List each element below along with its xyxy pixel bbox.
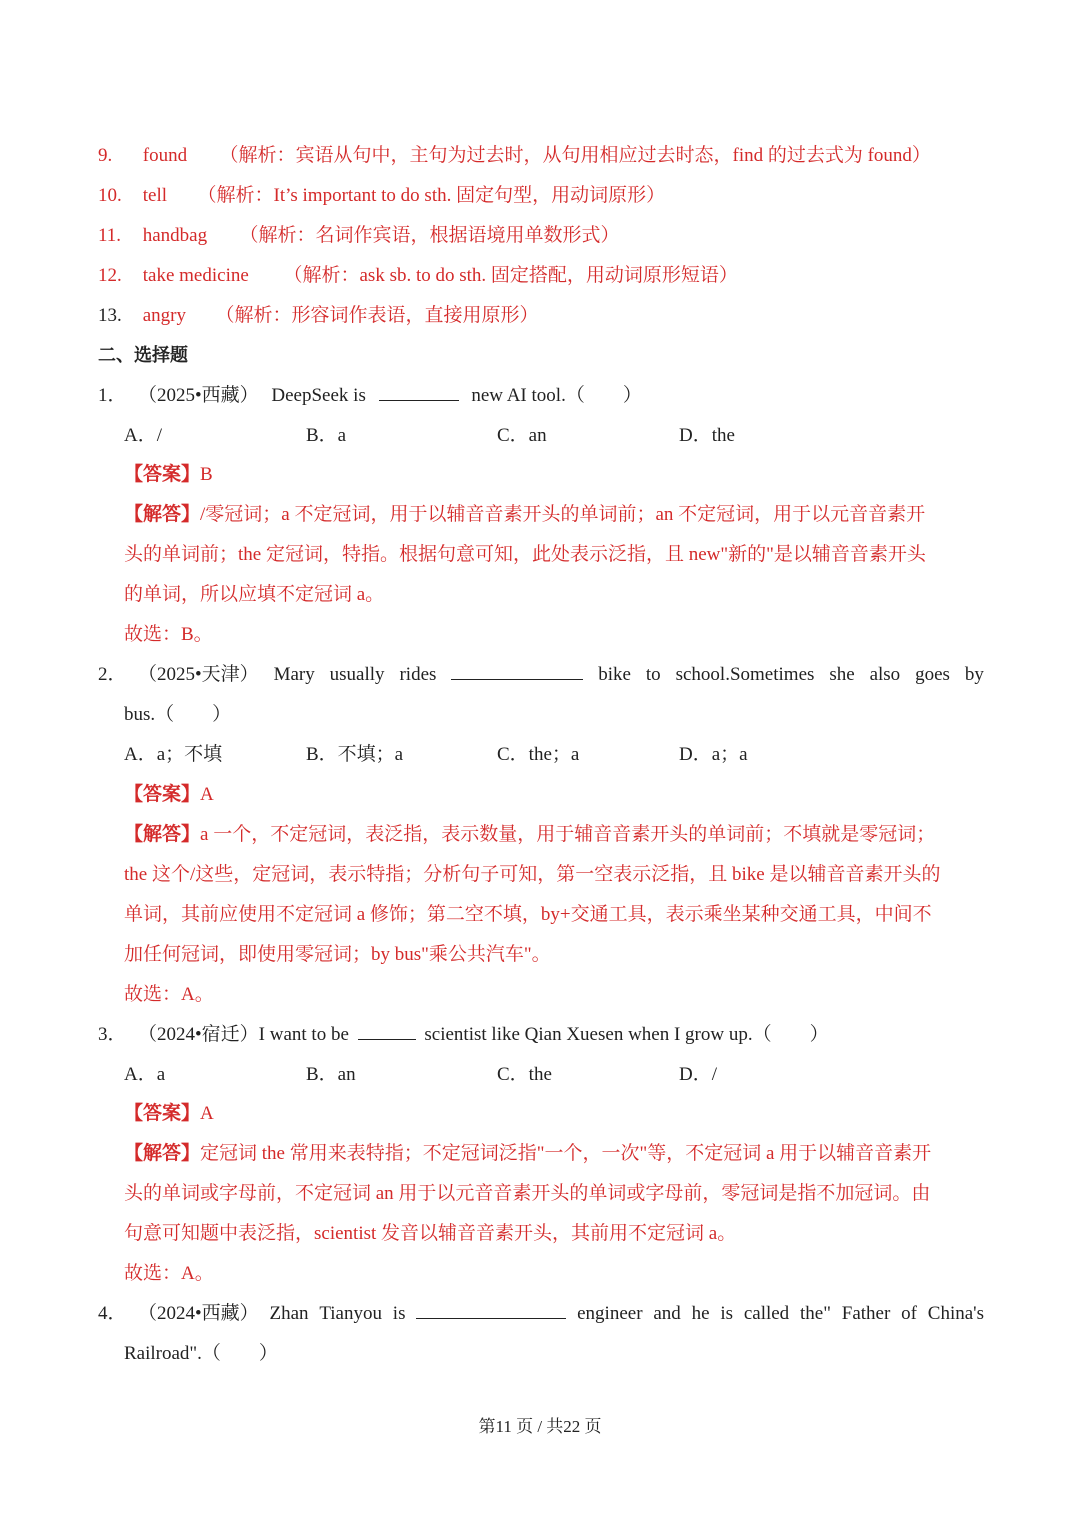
- option-d[interactable]: D．a；a: [679, 744, 748, 765]
- solve-line: 头的单词前；the 定冠词，特指。根据句意可知，此处表示泛指，且 new"新的"是以辅音音素开头: [124, 544, 926, 565]
- answer-word: handbag: [142, 225, 208, 246]
- stem-word: rides: [399, 664, 437, 685]
- stem-text: I want to be: [258, 1024, 349, 1045]
- stem-word: he: [691, 1303, 710, 1324]
- answer-note: （解析：名词作宾语，根据语境用单数形式）: [239, 225, 620, 246]
- answer-note: （解析：形容词作表语，直接用原形）: [215, 305, 539, 326]
- answer-row-12: [98, 264, 984, 288]
- answer-word: take medicine: [142, 265, 249, 286]
- answer-line: [124, 1102, 984, 1126]
- answer-value: A: [200, 1103, 214, 1124]
- option-b[interactable]: B．a: [306, 425, 347, 446]
- answer-label: 【答案】: [124, 1103, 201, 1124]
- answer-blank: [358, 1023, 416, 1040]
- question-2-stem-cont: bus.（ ）: [124, 704, 232, 725]
- question-2-stem: [98, 663, 984, 687]
- option-a[interactable]: A．/: [124, 425, 163, 446]
- question-num: 4．: [98, 1303, 127, 1324]
- question-source: （2024•西藏）: [138, 1303, 259, 1324]
- answer-label: 【答案】: [124, 464, 201, 485]
- answer-blank: [451, 663, 583, 680]
- question-4-stem: [98, 1302, 984, 1326]
- choose-line: 故选：B。: [124, 624, 213, 645]
- question-4-stem-cont: Railroad".（ ）: [124, 1343, 278, 1364]
- answer-word: found: [142, 145, 188, 166]
- answer-blank: [416, 1302, 566, 1319]
- answer-note: （解析：It’s important to do sth. 固定句型，用动词原形）: [197, 185, 666, 206]
- question-source: （2025•天津）: [138, 664, 259, 685]
- option-c[interactable]: C．the；a: [497, 744, 580, 765]
- solve-line: 的单词，所以应填不定冠词 a。: [124, 584, 385, 605]
- stem-word: usually: [329, 664, 385, 685]
- option-b[interactable]: B．不填；a: [306, 744, 404, 765]
- choose-line: 故选：A。: [124, 1263, 214, 1284]
- question-num: 3．: [98, 1024, 127, 1045]
- answer-row-10: [98, 184, 984, 208]
- section-title: 二、选择题: [98, 345, 188, 366]
- answer-blank: [379, 384, 459, 401]
- answer-word: angry: [142, 305, 187, 326]
- stem-text: DeepSeek is: [271, 385, 366, 406]
- stem-word: of: [901, 1303, 917, 1324]
- solve-line: 单词，其前应使用不定冠词 a 修饰；第二空不填，by+交通工具，表示乘坐某种交通工具，中间不: [124, 904, 932, 925]
- question-source: （2025•西藏）: [138, 385, 259, 406]
- solve-label: 【解答】: [124, 824, 201, 845]
- question-num: 2．: [98, 664, 127, 685]
- answer-row-13: [98, 304, 984, 328]
- stem-word: the": [800, 1303, 831, 1324]
- answer-num: 10.: [98, 185, 122, 206]
- solve-line: the 这个/这些，定冠词，表示特指；分析句子可知，第一空表示泛指，且 bike 是以辅音音素开头的: [124, 864, 941, 885]
- stem-word: bike: [598, 664, 631, 685]
- stem-word: called: [743, 1303, 790, 1324]
- answer-line: [124, 783, 984, 807]
- answer-num: 11.: [98, 225, 122, 246]
- solve-label: 【解答】: [124, 1143, 201, 1164]
- option-a[interactable]: A．a；不填: [124, 744, 223, 765]
- answer-note: （解析：ask sb. to do sth. 固定搭配，用动词原形短语）: [283, 265, 738, 286]
- answer-num: 13.: [98, 305, 122, 326]
- solve-text: a 一个，不定冠词，表泛指，表示数量，用于辅音音素开头的单词前；不填就是零冠词；: [200, 824, 936, 845]
- option-c[interactable]: C．an: [497, 425, 547, 446]
- stem-word: goes: [915, 664, 950, 685]
- answer-row-11: [98, 224, 984, 248]
- answer-value: B: [200, 464, 213, 485]
- solve-line: [124, 823, 984, 847]
- stem-text: scientist like Qian Xuesen when I grow up.（ ）: [424, 1024, 829, 1045]
- answer-row-9: [98, 144, 984, 168]
- solve-line: 加任何冠词，即使用零冠词；by bus"乘公共汽车"。: [124, 944, 551, 965]
- answer-note: （解析：宾语从句中，主句为过去时，从句用相应过去时态，find 的过去式为 found）: [219, 145, 931, 166]
- solve-text: /零冠词；a 不定冠词，用于以辅音音素开头的单词前；an 不定冠词，用于以元音音素开: [200, 504, 926, 525]
- stem-word: Mary: [273, 664, 315, 685]
- stem-word: she: [829, 664, 855, 685]
- stem-word: Father: [841, 1303, 891, 1324]
- stem-text: new AI tool.（ ）: [471, 385, 642, 406]
- answer-value: A: [200, 784, 214, 805]
- solve-line: [124, 1142, 984, 1166]
- option-b[interactable]: B．an: [306, 1064, 356, 1085]
- question-num: 1．: [98, 385, 127, 406]
- question-source: （2024•宿迁）: [138, 1024, 259, 1045]
- answer-num: 9.: [98, 145, 113, 166]
- stem-word: Tianyou: [319, 1303, 382, 1324]
- option-a[interactable]: A．a: [124, 1064, 166, 1085]
- stem-word: China's: [927, 1303, 984, 1324]
- stem-word: also: [869, 664, 901, 685]
- answer-label: 【答案】: [124, 784, 201, 805]
- solve-text: 定冠词 the 常用来表特指；不定冠词泛指"一个，一次"等，不定冠词 a 用于以辅音音素开: [200, 1143, 932, 1164]
- stem-word: is: [392, 1303, 406, 1324]
- stem-word: to: [645, 664, 661, 685]
- stem-word: and: [653, 1303, 681, 1324]
- question-3-stem: [98, 1023, 984, 1047]
- stem-word: by: [964, 664, 984, 685]
- solve-line: [124, 503, 984, 527]
- choose-line: 故选：A。: [124, 984, 214, 1005]
- stem-word: school.Sometimes: [675, 664, 815, 685]
- answer-word: tell: [142, 185, 168, 206]
- question-1-stem: [98, 384, 984, 408]
- solve-line: 句意可知题中表泛指，scientist 发音以辅音音素开头，其前用不定冠词 a。: [124, 1223, 737, 1244]
- solve-label: 【解答】: [124, 504, 201, 525]
- answer-line: [124, 463, 984, 487]
- answer-num: 12.: [98, 265, 122, 286]
- option-d[interactable]: D．the: [679, 425, 735, 446]
- option-d[interactable]: D．/: [679, 1064, 718, 1085]
- stem-word: engineer: [577, 1303, 643, 1324]
- solve-line: 头的单词或字母前，不定冠词 an 用于以元音音素开头的单词或字母前，零冠词是指不加冠词。由: [124, 1183, 931, 1204]
- page-number: 第11 页 / 共22 页: [478, 1417, 602, 1436]
- option-c[interactable]: C．the: [497, 1064, 552, 1085]
- stem-word: Zhan: [269, 1303, 309, 1324]
- stem-word: is: [720, 1303, 734, 1324]
